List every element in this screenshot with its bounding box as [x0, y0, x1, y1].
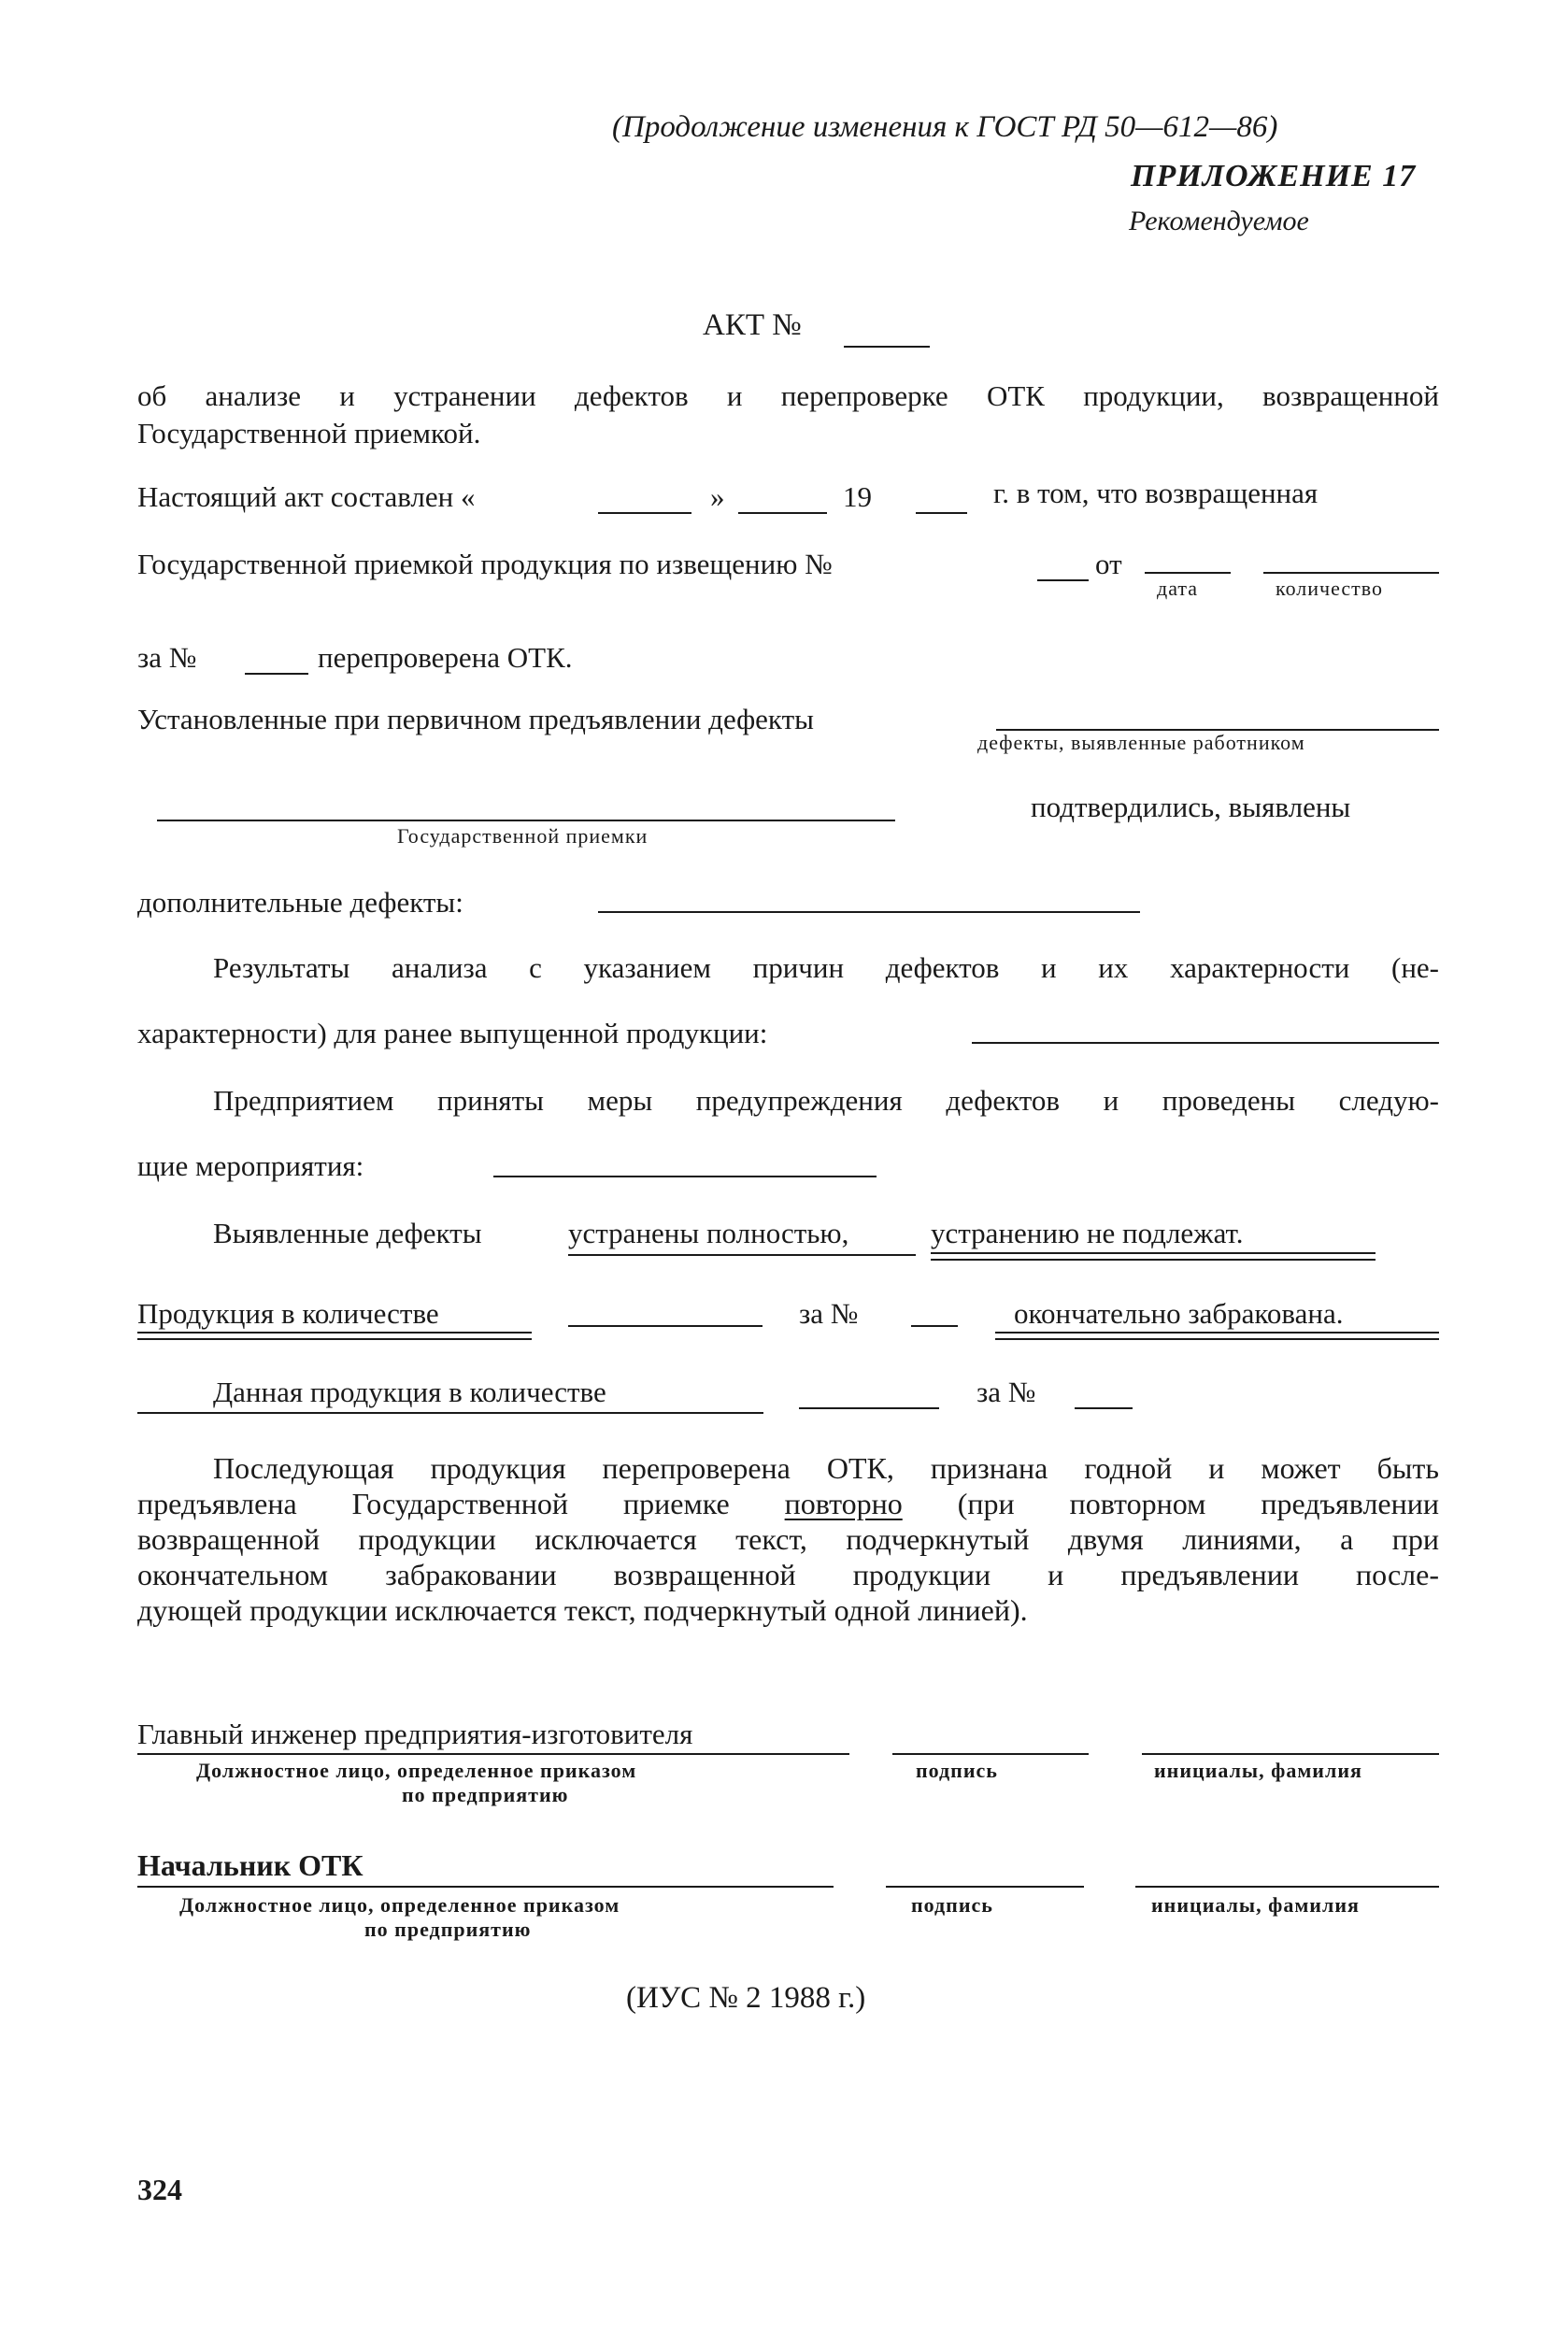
chief-engineer-line [137, 1753, 849, 1755]
date-caption: дата [1157, 577, 1199, 600]
measures-blank [493, 1176, 877, 1177]
fully-fixed-option: устранены полностью, [568, 1217, 849, 1249]
row1-year: 19 [843, 480, 872, 513]
defects-caption: дефекты, выявленные работником [977, 731, 1305, 754]
otk-head-title: Начальник ОТК [137, 1848, 363, 1882]
date-blank [1145, 572, 1231, 574]
row7-line1: Результаты анализа с указанием причин дефектов и их характерности (не- [213, 951, 1439, 984]
otk-head-name-caption: инициалы, фамилия [1151, 1893, 1360, 1917]
row4-text: Установленные при первичном предъявлении дефекты [137, 703, 814, 735]
act-title: АКТ № [703, 308, 802, 342]
row8-line2: щие мероприятия: [137, 1149, 364, 1182]
row5-right: подтвердились, выявлены [1031, 791, 1351, 823]
quantity-blank [1263, 572, 1439, 574]
final-line-4: окончательном забраковании возвращенной продукции и предъявлении после- [137, 1558, 1439, 1591]
chief-engineer-signature-caption: подпись [916, 1759, 998, 1782]
acceptance-caption: Государственной приемки [397, 824, 649, 848]
chief-engineer-name-line [1142, 1753, 1439, 1755]
final-line-2b: (при повторном предъявлении [957, 1487, 1440, 1520]
row10-quantity-blank [568, 1325, 763, 1327]
appendix-title: ПРИЛОЖЕНИЕ 17 [1131, 159, 1417, 193]
repeat-option: повторно [784, 1487, 903, 1520]
row1-text: Настоящий акт составлен « [137, 480, 476, 513]
row11-number-blank [1075, 1407, 1133, 1409]
row10-text: Продукция в количестве [137, 1297, 439, 1330]
ius-note: (ИУС № 2 1988 г.) [626, 1981, 866, 2015]
subject-line-1: об анализе и устранении дефектов и перепроверке ОТК продукции, возвращенной [137, 379, 1439, 412]
final-line-2 [137, 1486, 1439, 1521]
otk-head-name-line [1135, 1886, 1439, 1888]
final-paragraph [137, 1450, 1439, 1628]
row10-end-double-underline [995, 1332, 1439, 1340]
year-blank [916, 512, 967, 514]
recommended-label: Рекомендуемое [1129, 206, 1309, 236]
not-fixable-double-underline [931, 1252, 1376, 1261]
month-blank [738, 512, 827, 514]
subject-line-2: Государственной приемкой. [137, 417, 481, 449]
otk-head-caption-1: Должностное лицо, определенное приказом [179, 1893, 620, 1917]
row6-text: дополнительные дефекты: [137, 886, 463, 919]
acceptance-blank [157, 820, 895, 821]
row11-text: Данная продукция в количестве [213, 1376, 606, 1408]
chief-engineer-caption-1: Должностное лицо, определенное приказом [196, 1759, 637, 1782]
row1-end: г. в том, что возвращенная [993, 477, 1319, 509]
row10-za: за № [799, 1297, 859, 1330]
page-number: 324 [137, 2173, 182, 2206]
row3-za: за № [137, 641, 197, 674]
row9-text: Выявленные дефекты [213, 1217, 482, 1249]
row3-text: перепроверена ОТК. [318, 641, 573, 674]
row11-za: за № [976, 1376, 1036, 1408]
final-line-1: Последующая продукция перепроверена ОТК, признана годной и может быть [213, 1451, 1439, 1485]
fully-fixed-underline [568, 1254, 916, 1256]
row1-quote: » [710, 480, 725, 513]
final-line-5: дующей продукции исключается текст, подчеркнутый одной линией). [137, 1593, 1028, 1627]
chief-engineer-name-caption: инициалы, фамилия [1154, 1759, 1362, 1782]
act-number-blank [844, 346, 930, 348]
otk-head-signature-caption: подпись [911, 1893, 993, 1917]
row10-number-blank [911, 1325, 958, 1327]
otk-head-caption-2: по предприятию [364, 1918, 532, 1941]
final-line-2a: предъявлена Государственной приемке [137, 1487, 730, 1520]
chief-engineer-title: Главный инженер предприятия-изготовителя [137, 1718, 693, 1750]
row11-underline [137, 1412, 763, 1414]
row10-end: окончательно забракована. [1014, 1297, 1344, 1330]
row3-number-blank [245, 673, 308, 675]
otk-head-signature-line [886, 1886, 1084, 1888]
notice-number-blank [1037, 579, 1089, 581]
analysis-blank [972, 1042, 1439, 1044]
row11-quantity-blank [799, 1407, 939, 1409]
row8-line1: Предприятием приняты меры предупреждения дефектов и проведены следую- [213, 1084, 1439, 1117]
continuation-note: (Продолжение изменения к ГОСТ РД 50—612—86) [612, 110, 1278, 144]
additional-defects-blank [598, 911, 1140, 913]
otk-head-line [137, 1886, 834, 1888]
row7-line2: характерности) для ранее выпущенной продукции: [137, 1017, 768, 1049]
chief-engineer-caption-2: по предприятию [402, 1783, 569, 1806]
row2-ot: от [1095, 548, 1122, 580]
row2-text: Государственной приемкой продукция по извещению № [137, 548, 833, 580]
day-blank [598, 512, 691, 514]
final-line-3: возвращенной продукции исключается текст, подчеркнутый двумя линиями, а при [137, 1522, 1439, 1556]
not-fixable-option: устранению не подлежат. [931, 1217, 1244, 1249]
chief-engineer-signature-line [892, 1753, 1089, 1755]
row10-double-underline [137, 1332, 532, 1340]
quantity-caption: количество [1276, 577, 1384, 600]
